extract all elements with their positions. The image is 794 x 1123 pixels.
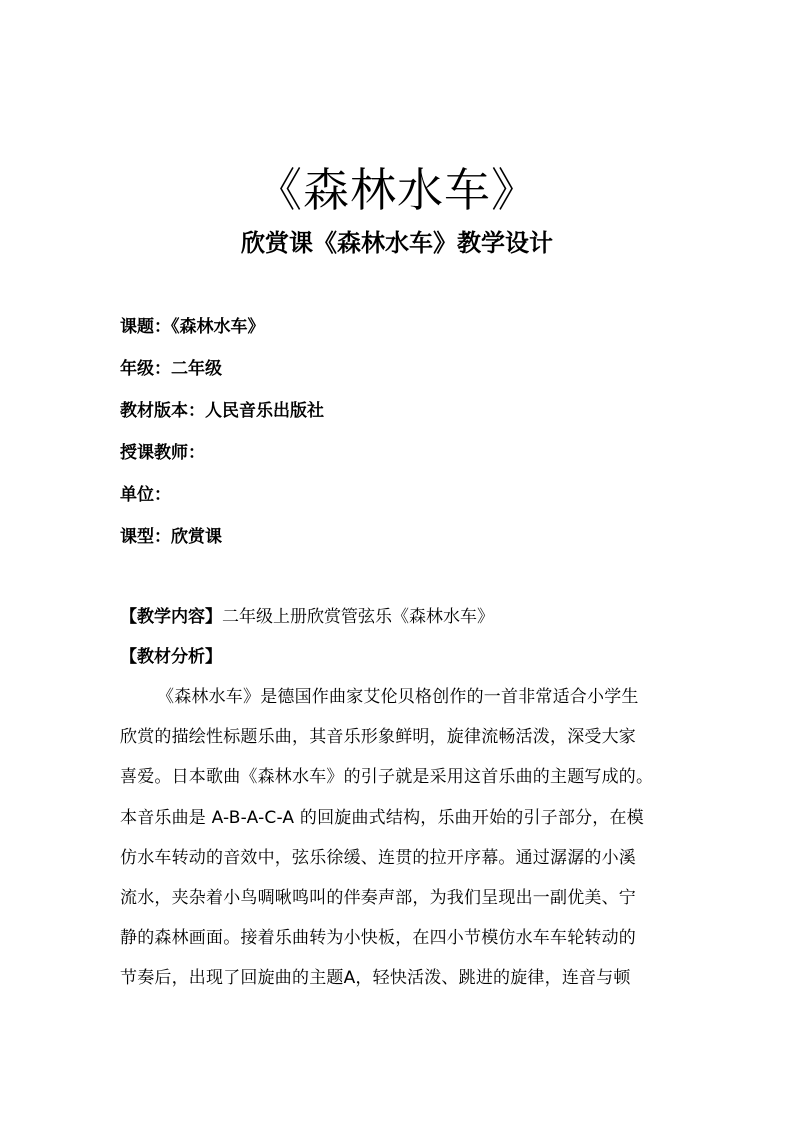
- meta-textbook-edition: 教材版本：人民音乐出版社: [120, 401, 324, 421]
- section-headings: [120, 600, 680, 680]
- teaching-content-text: 二年级上册欣赏管弦乐《森林水车》: [222, 607, 494, 627]
- paragraph-line: 节奏后，出现了回旋曲的主题A，轻快活泼、跳进的旋律，连音与顿: [120, 968, 631, 989]
- paragraph-line: 流水，夹杂着小鸟啁啾鸣叫的伴奏声部，为我们呈现出一副优美、宁: [120, 887, 636, 908]
- sub-title: 欣赏课《森林水车》教学设计: [241, 229, 553, 257]
- paragraph-line: 本音乐曲是 A-B-A-C-A 的回旋曲式结构，乐曲开始的引子部分，在模: [120, 807, 644, 828]
- teaching-content: [120, 600, 680, 640]
- teaching-content-heading: 【教学内容】: [120, 607, 222, 627]
- main-title: 《森林水车》: [256, 163, 538, 217]
- meta-lesson-type: 课型：欣赏课: [120, 527, 222, 547]
- meta-topic: 课题：《森林水车》: [120, 317, 265, 337]
- lesson-meta: [120, 310, 680, 562]
- paragraph-line: 喜爱。日本歌曲《森林水车》的引子就是采用这首乐曲的主题写成的。: [120, 767, 654, 788]
- paragraph-line: 静的森林画面。接着乐曲转为小快板，在四小节模仿水车车轮转动的: [120, 928, 636, 949]
- meta-grade: 年级：二年级: [120, 359, 222, 379]
- material-analysis: [120, 640, 680, 680]
- meta-teacher: 授课教师：: [120, 443, 205, 463]
- meta-unit: 单位：: [120, 485, 171, 505]
- material-analysis-paragraph: [120, 678, 680, 1000]
- paragraph-line: 《森林水车》是德国作曲家艾伦贝格创作的一首非常适合小学生: [157, 687, 639, 707]
- paragraph-line: 仿水车转动的音效中，弦乐徐缓、连贯的拉开序幕。通过潺潺的小溪: [120, 847, 636, 868]
- material-analysis-heading: 【教材分析】: [120, 647, 222, 667]
- paragraph-line: 欣赏的描绘性标题乐曲，其音乐形象鲜明，旋律流畅活泼，深受大家: [120, 727, 636, 748]
